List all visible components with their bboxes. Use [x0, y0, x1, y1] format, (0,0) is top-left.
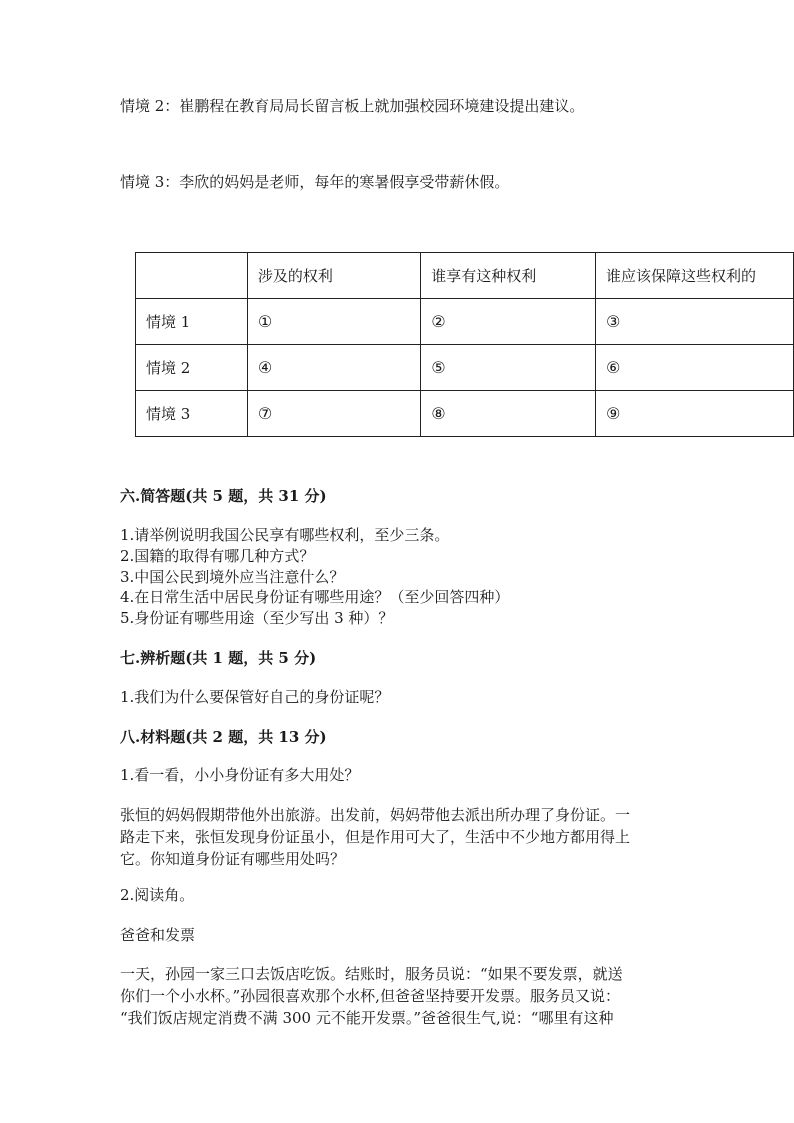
story-title: 爸爸和发票 [120, 926, 196, 944]
table-header-cell: 谁应该保障这些权利的 [595, 253, 793, 299]
rights-table [135, 252, 794, 437]
question-item: 1.我们为什么要保管好自己的身份证呢？ [120, 688, 390, 706]
table-cell-scenario: 情境 2 [136, 345, 248, 391]
question-item: 5.身份证有哪些用途（至少写出 3 种）？ [120, 609, 394, 627]
question-item: 3.中国公民到境外应当注意什么？ [120, 568, 345, 586]
table-cell-blank: ① [247, 299, 420, 345]
question-item: 1.请举例说明我国公民享有哪些权利，至少三条。 [120, 526, 450, 544]
table-header-cell [136, 253, 248, 299]
question-item: 4.在日常生活中居民身份证有哪些用途？（至少回答四种） [120, 588, 510, 606]
table-row [136, 345, 794, 391]
table-header-row [136, 253, 794, 299]
table-header-cell: 涉及的权利 [247, 253, 420, 299]
story-passage [120, 963, 668, 1029]
table-cell-blank: ⑤ [421, 345, 596, 391]
table-cell-blank: ④ [247, 345, 420, 391]
material-passage-1 [120, 804, 668, 870]
passage-line: 路走下来，张恒发现身份证虽小，但是作用可大了，生活中不少地方都用得上 [120, 828, 631, 846]
table-cell-blank: ⑨ [595, 391, 793, 437]
table-row [136, 299, 794, 345]
scenario-2-text: 情境 2：崔鹏程在教育局局长留言板上就加强校园环境建设提出建议。 [120, 97, 585, 115]
table-cell-blank: ⑧ [421, 391, 596, 437]
section-8-heading: 八.材料题(共 2 题，共 13 分) [120, 728, 327, 746]
passage-line: “我们饭店规定消费不满 300 元不能开发票。”爸爸很生气,说：“哪里有这种 [120, 1009, 614, 1027]
section-6-heading: 六.简答题(共 5 题，共 31 分) [120, 487, 327, 505]
material-question-2: 2.阅读角。 [120, 886, 195, 904]
table-cell-blank: ② [421, 299, 596, 345]
material-question-1: 1.看一看，小小身份证有多大用处？ [120, 766, 360, 784]
passage-line: 一天，孙园一家三口去饭店吃饭。结账时，服务员说：“如果不要发票，就送 [120, 965, 623, 983]
passage-line: 它。你知道身份证有哪些用处吗？ [120, 850, 346, 868]
passage-line: 你们一个小水杯。”孙园很喜欢那个水杯,但爸爸坚持要开发票。服务员又说： [120, 987, 620, 1005]
passage-line: 张恒的妈妈假期带他外出旅游。出发前，妈妈带他去派出所办理了身份证。一 [120, 806, 631, 824]
section-7-heading: 七.辨析题(共 1 题，共 5 分) [120, 649, 317, 667]
table-cell-scenario: 情境 3 [136, 391, 248, 437]
table-row [136, 391, 794, 437]
question-item: 2.国籍的取得有哪几种方式？ [120, 547, 315, 565]
table-cell-scenario: 情境 1 [136, 299, 248, 345]
table-cell-blank: ③ [595, 299, 793, 345]
scenario-3-text: 情境 3：李欣的妈妈是老师，每年的寒暑假享受带薪休假。 [120, 173, 510, 191]
table-header-cell: 谁享有这种权利 [421, 253, 596, 299]
table-cell-blank: ⑦ [247, 391, 420, 437]
table-cell-blank: ⑥ [595, 345, 793, 391]
